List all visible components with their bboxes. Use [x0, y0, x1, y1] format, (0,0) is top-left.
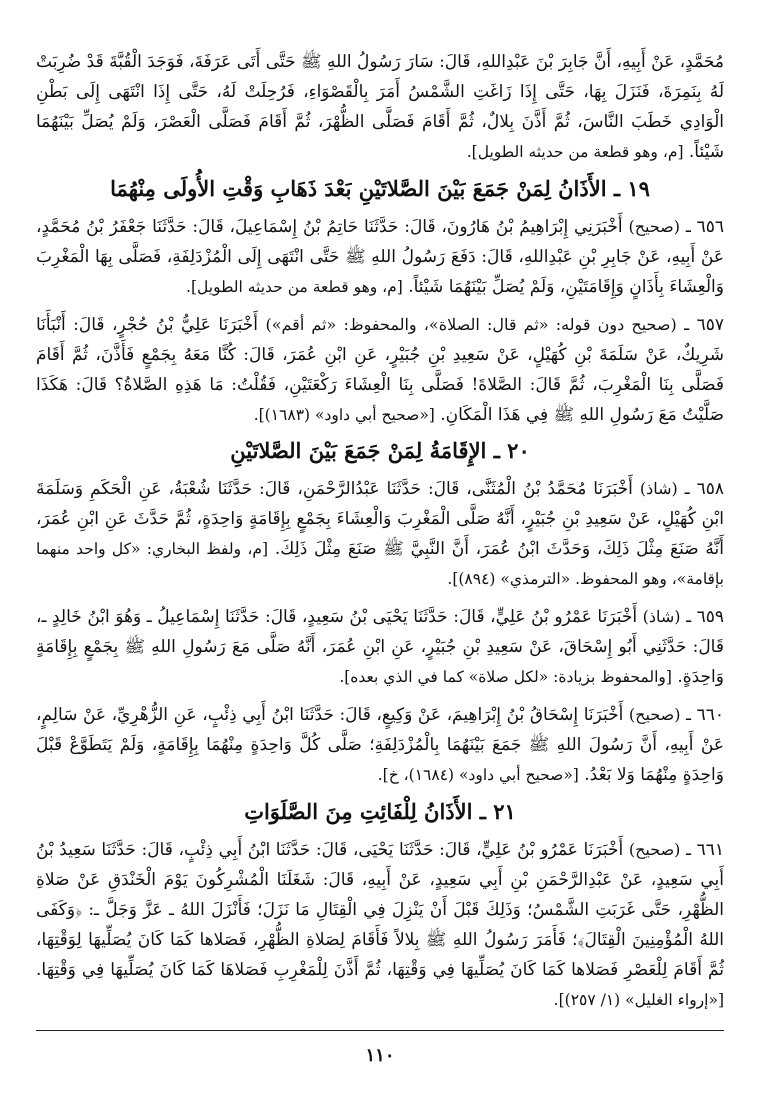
hadith-656: ٦٥٦ ـ (صحيح) أَخْبَرَنِي إِبْرَاهِيمُ بْنُ هَارُونَ، قَالَ: حَدَّثَنَا حَاتِمُ بْنُ إِسْمَاعِيلَ، قَالَ: حَدَّثَنَا جَعْفَرُ بْنُ مُحَمَّدٍ، عَنْ أَبِيهِ، عَنْ جَابِرِ بْنِ عَبْدِاللهِ، قَالَ: دَفَعَ رَسُولُ اللهِ ﷺ حَتَّى انْتَهَى إِلَى الْمُزْدَلِفَةِ، فَصَلَّى بِهَا الْمَغْرِبَ وَالْعِشَاءَ بِأَذَانٍ وَإِقَامَتَيْنِ، وَلَمْ يُصَلِّ بَيْنَهُمَا شَيْئاً. [م، وهو قطعة من حديثه الطويل].	[36, 216, 725, 297]
hadith-number: ٦٦٠	[696, 705, 724, 726]
hadith-note: [«صحيح أبي داود» (١٦٨٤)، خ].	[377, 766, 579, 785]
continuation-paragraph	[36, 48, 724, 168]
hadith-text: أَخْبَرَنَا مُحَمَّدُ بْنُ الْمُثَنَّى، قَالَ: حَدَّثَنَا عَبْدُالرَّحْمَنِ، قَالَ: حَدَّثَنَا شُعْبَةُ، عَنِ الْحَكَمِ وَسَلَمَةَ ابْنِ كُهَيْلٍ، عَنْ سَعِيدِ بْنِ جُبَيْرٍ، أَنَّهُ صَلَّى الْمَغْرِبَ وَالْعِشَاءَ بِجَمْعٍ بِإِقَامَةٍ وَاحِدَةٍ، ثُمَّ حَدَّثَ عَنِ ابْنِ عُمَرَ، أَنَّهُ صَنَعَ مِثْلَ ذَلِكَ، وَحَدَّثَ ابْنُ عُمَرَ، أَنَّ النَّبِيَّ ﷺ صَنَعَ مِثْلَ ذَلِكَ.	[36, 479, 724, 560]
hadith-number: ٦٦١	[696, 840, 725, 861]
hadith-text: أَخْبَرَنَا عَمْرُو بْنُ عَلِيٍّ، قَالَ: حَدَّثَنَا يَحْيَى، قَالَ: حَدَّثَنَا ابْنُ أَبِي ذِئْبٍ، قَالَ: حَدَّثَنَا سَعِيدُ بْنُ أَبِي سَعِيدٍ، عَنْ عَبْدِالرَّحْمَنِ بْنِ أَبِي سَعِيدٍ، عَنْ أَبِيهِ، قَالَ: شَغَلَنَا الْمُشْرِكُونَ يَوْمَ الْخَنْدَقِ عَنْ صَلاةِ الظُّهْرِ، حَتَّى غَرَبَتِ الشَّمْسُ؛ وَذَلِكَ قَبْلَ أَنْ يَنْزِلَ فِي الْقِتَالِ مَا نَزَلَ؛ فَأَنْزَلَ اللهُ ـ عَزَّ وَجَلَّ ـ: ﴿وَكَفَى اللهُ الْمُؤْمِنِينَ الْقِتَالَ﴾؛ فَأَمَرَ رَسُولُ اللهِ ﷺ بِلالاً فَأَقَامَ لِصَلاةِ الظُّهْرِ، فَصَلاها كَمَا كَانَ يُصَلِّيهَا لِوَقْتِهَا، ثُمَّ أَقَامَ لِلْعَصْرِ فَصَلاها كَمَا كَانَ يُصَلِّيهَا فِي وَقْتِهَا، ثُمَّ أَذَّنَ لِلْمَغْرِبِ فَصَلاهَا كَمَا كَانَ يُصَلِّيهَا فِي وَقْتِهَا.	[36, 840, 724, 980]
hadith-grade: (شاذ)	[639, 479, 678, 499]
hadith-note: [م، ولفظ البخاري: «كل واحد منهما بإقامة»، وهو المحفوظ. «الترمذي» (٨٩٤)].	[36, 540, 724, 589]
chapter-19-title: ١٩ ـ الأَذَانُ لِمَنْ جَمَعَ بَيْنَ الصَّلاتَيْنِ بَعْدَ ذَهَابِ وَقْتِ الأُولَى مِنْهُمَا	[110, 175, 650, 201]
continuation-note: [م، وهو قطعة من حديثه الطويل].	[466, 142, 684, 161]
hadith-note: [«صحيح أبي داود» (١٦٨٣)].	[253, 405, 435, 424]
hadith-number: ٦٥٦	[696, 216, 725, 237]
hadith-number: ٦٥٩	[696, 607, 725, 628]
hadith-grade: (صحيح دون قوله: «ثم قال: الصلاة»، والمحفوظ: «ثم أقم»)	[265, 314, 677, 334]
hadith-text: أَخْبَرَنِي إِبْرَاهِيمُ بْنُ هَارُونَ، قَالَ: حَدَّثَنَا حَاتِمُ بْنُ إِسْمَاعِيلَ، قَالَ: حَدَّثَنَا جَعْفَرُ بْنُ مُحَمَّدٍ، عَنْ أَبِيهِ، عَنْ جَابِرِ بْنِ عَبْدِاللهِ، قَالَ: دَفَعَ رَسُولُ اللهِ ﷺ حَتَّى انْتَهَى إِلَى الْمُزْدَلِفَةِ، فَصَلَّى بِهَا الْمَغْرِبَ وَالْعِشَاءَ بِأَذَانٍ وَإِقَامَتَيْنِ، وَلَمْ يُصَلِّ بَيْنَهُمَا شَيْئاً.	[36, 216, 724, 297]
hadith-note: [«إرواء الغليل» (١/ ٢٥٧)].	[553, 990, 724, 1009]
chapter-21-title: ٢١ ـ الأَذَانُ لِلْفَائِتِ مِنَ الصَّلَوَاتِ	[244, 799, 516, 825]
hadith-657: ٦٥٧ ـ (صحيح دون قوله: «ثم قال: الصلاة»، والمحفوظ: «ثم أقم») أَخْبَرَنَا عَلِيُّ بْنُ حُجْرٍ، قَالَ: أَنْبَأَنَا شَرِيكٌ، عَنْ سَلَمَةَ بْنِ كُهَيْلٍ، عَنْ سَعِيدِ بْنِ جُبَيْرٍ، عَنِ ابْنِ عُمَرَ، قَالَ: كُنَّا مَعَهُ بِجَمْعٍ فَأَذَّنَ، ثُمَّ أَقَامَ فَصَلَّى بِنَا الْمَغْرِبَ، ثُمَّ قَالَ: الصَّلاةَ! فَصَلَّى بِنَا الْعِشَاءَ رَكْعَتَيْنِ، فَقُلْتُ: مَا هَذِهِ الصَّلاةُ؟ قَالَ: هَكَذَا صَلَّيْتُ مَعَ رَسُولِ اللهِ ﷺ فِي هَذَا الْمَكَانِ. [«صحيح أبي داود» (١٦٨٣)].	[36, 314, 725, 425]
hadith-659: ٦٥٩ ـ (شاذ) أَخْبَرَنَا عَمْرُو بْنُ عَلِيٍّ، قَالَ: حَدَّثَنَا يَحْيَى بْنُ سَعِيدٍ، قَالَ: حَدَّثَنَا إِسْمَاعِيلُ ـ وَهُوَ ابْنُ خَالِدٍ ـ، قَالَ: حَدَّثَنِي أَبُو إِسْحَاقَ، عَنْ سَعِيدِ بْنِ جُبَيْرٍ، عَنِ ابْنِ عُمَرَ، أَنَّهُ صَلَّى مَعَ رَسُولِ اللهِ ﷺ بِجَمْعٍ بِإِقَامَةٍ وَاحِدَةٍ. [والمحفوظ بزيادة: «لكل صلاة» كما في الذي بعده].	[36, 607, 725, 688]
hadith-number: ٦٥٧	[696, 314, 725, 335]
hadith-text: أَخْبَرَنَا عَمْرُو بْنُ عَلِيٍّ، قَالَ: حَدَّثَنَا يَحْيَى بْنُ سَعِيدٍ، قَالَ: حَدَّثَنَا إِسْمَاعِيلُ ـ وَهُوَ ابْنُ خَالِدٍ ـ، قَالَ: حَدَّثَنِي أَبُو إِسْحَاقَ، عَنْ سَعِيدِ بْنِ جُبَيْرٍ، عَنِ ابْنِ عُمَرَ، أَنَّهُ صَلَّى مَعَ رَسُولِ اللهِ ﷺ بِجَمْعٍ بِإِقَامَةٍ وَاحِدَةٍ.	[36, 607, 724, 688]
hadith-grade: (صحيح)	[628, 216, 681, 236]
footer-rule	[36, 1030, 724, 1031]
hadith-note: [والمحفوظ بزيادة: «لكل صلاة» كما في الذي بعده].	[339, 668, 672, 687]
continuation-text: مُحَمَّدٍ، عَنْ أَبِيهِ، أَنَّ جَابِرَ بْنَ عَبْدِاللهِ، قَالَ: سَارَ رَسُولُ اللهِ ﷺ حَتَّى أَتَى عَرَفَةَ، فَوَجَدَ الْقُبَّةَ قَدْ ضُرِبَتْ لَهُ بِنَمِرَةَ، فَنَزَلَ بِهَا، حَتَّى إِذَا زَاغَتِ الشَّمْسُ أَمَرَ بِالْقَصْوَاءِ، فَرُحِلَتْ لَهُ، حَتَّى إِذَا انْتَهَى إِلَى بَطْنِ الْوَادِي خَطَبَ النَّاسَ، ثُمَّ أَذَّنَ بِلالٌ، ثُمَّ أَقَامَ فَصَلَّى الظُّهْرَ، ثُمَّ أَقَامَ فَصَلَّى الْعَصْرَ، وَلَمْ يُصَلِّ بَيْنَهُمَا شَيْئاً.	[36, 52, 724, 162]
hadith-note: [م، وهو قطعة من حديثه الطويل].	[186, 277, 403, 296]
chapter-20-title: ٢٠ ـ الإِقَامَةُ لِمَنْ جَمَعَ بَيْنَ الصَّلاتَيْنِ	[230, 438, 530, 464]
hadith-660: ٦٦٠ ـ (صحيح) أَخْبَرَنَا إِسْحَاقُ بْنُ إِبْرَاهِيمَ، عَنْ وَكِيعٍ، قَالَ: حَدَّثَنَا ابْنُ أَبِي ذِئْبٍ، عَنِ الزُّهْرِيِّ، عَنْ سَالِمٍ، عَنْ أَبِيهِ، أَنَّ رَسُولَ اللهِ ﷺ جَمَعَ بَيْنَهُمَا بِالْمُزْدَلِفَةِ؛ صَلَّى كُلَّ وَاحِدَةٍ مِنْهُمَا بِإِقَامَةٍ، وَلَمْ يَتَطَوَّعْ قَبْلَ وَاحِدَةٍ مِنْهُمَا وَلا بَعْدُ. [«صحيح أبي داود» (١٦٨٤)، خ].	[36, 705, 724, 786]
page-number: ١١٠	[365, 1045, 395, 1066]
hadith-grade: (صحيح)	[628, 705, 681, 725]
hadith-661: ٦٦١ ـ (صحيح) أَخْبَرَنَا عَمْرُو بْنُ عَلِيٍّ، قَالَ: حَدَّثَنَا يَحْيَى، قَالَ: حَدَّثَنَا ابْنُ أَبِي ذِئْبٍ، قَالَ: حَدَّثَنَا سَعِيدُ بْنُ أَبِي سَعِيدٍ، عَنْ عَبْدِالرَّحْمَنِ بْنِ أَبِي سَعِيدٍ، عَنْ أَبِيهِ، قَالَ: شَغَلَنَا الْمُشْرِكُونَ يَوْمَ الْخَنْدَقِ عَنْ صَلاةِ الظُّهْرِ، حَتَّى غَرَبَتِ الشَّمْسُ؛ وَذَلِكَ قَبْلَ أَنْ يَنْزِلَ فِي الْقِتَالِ مَا نَزَلَ؛ فَأَنْزَلَ اللهُ ـ عَزَّ وَجَلَّ ـ: ﴿وَكَفَى اللهُ الْمُؤْمِنِينَ الْقِتَالَ﴾؛ فَأَمَرَ رَسُولُ اللهِ ﷺ بِلالاً فَأَقَامَ لِصَلاةِ الظُّهْرِ، فَصَلاها كَمَا كَانَ يُصَلِّيهَا لِوَقْتِهَا، ثُمَّ أَقَامَ لِلْعَصْرِ فَصَلاها كَمَا كَانَ يُصَلِّيهَا فِي وَقْتِهَا، ثُمَّ أَذَّنَ لِلْمَغْرِبِ فَصَلاهَا كَمَا كَانَ يُصَلِّيهَا فِي وَقْتِهَا. [«إرواء الغليل» (١/ ٢٥٧)].	[36, 840, 725, 1009]
hadith-658: ٦٥٨ ـ (شاذ) أَخْبَرَنَا مُحَمَّدُ بْنُ الْمُثَنَّى، قَالَ: حَدَّثَنَا عَبْدُالرَّحْمَنِ، قَالَ: حَدَّثَنَا شُعْبَةُ، عَنِ الْحَكَمِ وَسَلَمَةَ ابْنِ كُهَيْلٍ، عَنْ سَعِيدِ بْنِ جُبَيْرٍ، أَنَّهُ صَلَّى الْمَغْرِبَ وَالْعِشَاءَ بِجَمْعٍ بِإِقَامَةٍ وَاحِدَةٍ، ثُمَّ حَدَّثَ عَنِ ابْنِ عُمَرَ، أَنَّهُ صَنَعَ مِثْلَ ذَلِكَ، وَحَدَّثَ ابْنُ عُمَرَ، أَنَّ النَّبِيَّ ﷺ صَنَعَ مِثْلَ ذَلِكَ. [م، ولفظ البخاري: «كل واحد منهما بإقامة»، وهو المحفوظ. «الترمذي» (٨٩٤)].	[36, 479, 724, 589]
hadith-grade: (شاذ)	[642, 607, 681, 627]
hadith-grade: (صحيح)	[628, 840, 681, 860]
hadith-number: ٦٥٨	[696, 479, 724, 500]
page-body	[36, 48, 724, 1034]
hadith-text: أَخْبَرَنَا إِسْحَاقُ بْنُ إِبْرَاهِيمَ، عَنْ وَكِيعٍ، قَالَ: حَدَّثَنَا ابْنُ أَبِي ذِئْبٍ، عَنِ الزُّهْرِيِّ، عَنْ سَالِمٍ، عَنْ أَبِيهِ، أَنَّ رَسُولَ اللهِ ﷺ جَمَعَ بَيْنَهُمَا بِالْمُزْدَلِفَةِ؛ صَلَّى كُلَّ وَاحِدَةٍ مِنْهُمَا بِإِقَامَةٍ، وَلَمْ يَتَطَوَّعْ قَبْلَ وَاحِدَةٍ مِنْهُمَا وَلا بَعْدُ.	[36, 705, 724, 786]
hadith-text: أَخْبَرَنَا عَلِيُّ بْنُ حُجْرٍ، قَالَ: أَنْبَأَنَا شَرِيكٌ، عَنْ سَلَمَةَ بْنِ كُهَيْلٍ، عَنْ سَعِيدِ بْنِ جُبَيْرٍ، عَنِ ابْنِ عُمَرَ، قَالَ: كُنَّا مَعَهُ بِجَمْعٍ فَأَذَّنَ، ثُمَّ أَقَامَ فَصَلَّى بِنَا الْمَغْرِبَ، ثُمَّ قَالَ: الصَّلاةَ! فَصَلَّى بِنَا الْعِشَاءَ رَكْعَتَيْنِ، فَقُلْتُ: مَا هَذِهِ الصَّلاةُ؟ قَالَ: هَكَذَا صَلَّيْتُ مَعَ رَسُولِ اللهِ ﷺ فِي هَذَا الْمَكَانِ.	[36, 314, 724, 425]
